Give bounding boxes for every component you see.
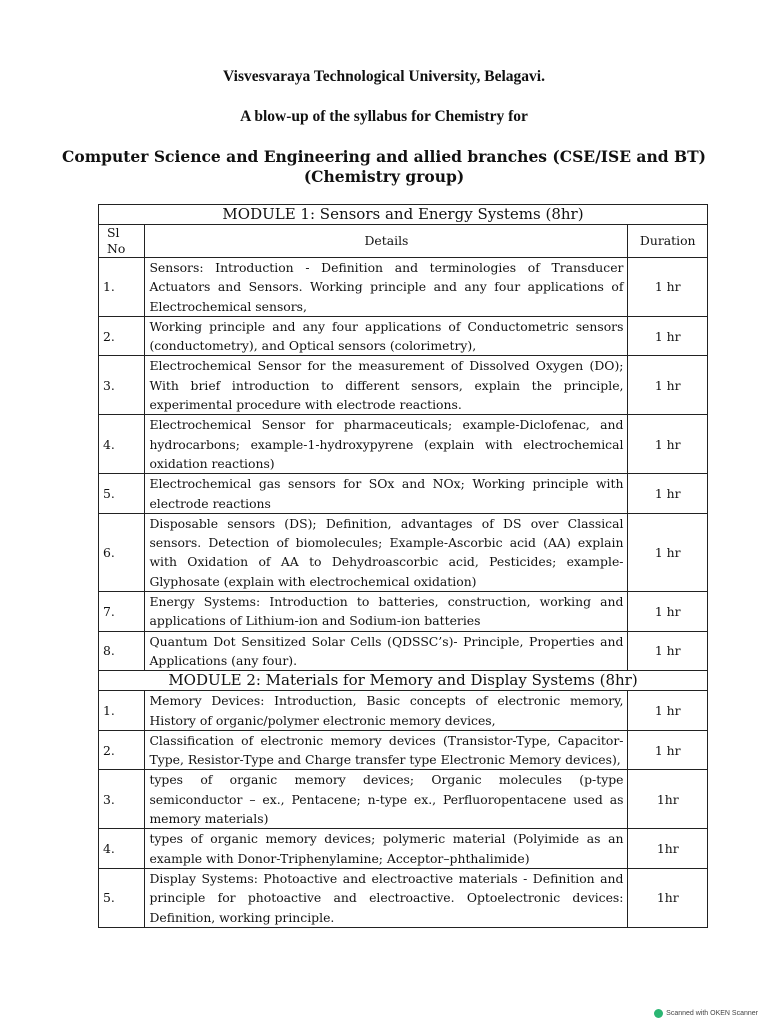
row-number: 8. bbox=[99, 631, 145, 671]
row-duration: 1 hr bbox=[628, 631, 708, 671]
row-number: 5. bbox=[99, 868, 145, 927]
table-row bbox=[99, 631, 708, 671]
row-duration: 1 hr bbox=[628, 258, 708, 317]
row-details: Classification of electronic memory devices (Transistor-Type, Capacitor-Type, Resistor-Type and Charge transfer type Electronic Memory devices), bbox=[145, 730, 628, 770]
table-row bbox=[99, 730, 708, 770]
row-details: Quantum Dot Sensitized Solar Cells (QDSSC’s)- Principle, Properties and Applications (any four). bbox=[145, 631, 628, 671]
table-row bbox=[99, 829, 708, 869]
row-details: Working principle and any four applications of Conductometric sensors (conductometry), and Optical sensors (colorimetry), bbox=[145, 316, 628, 356]
module-header-row bbox=[99, 671, 708, 691]
table-row bbox=[99, 868, 708, 927]
table-row bbox=[99, 691, 708, 731]
row-details: types of organic memory devices; polymeric material (Polyimide as an example with Donor-Triphenylamine; Acceptor–phthalimide) bbox=[145, 829, 628, 869]
row-details: Electrochemical Sensor for the measurement of Dissolved Oxygen (DO); With brief introduction to different sensors, explain the principle, experimental procedure with electrode reactions. bbox=[145, 356, 628, 415]
row-number: 4. bbox=[99, 415, 145, 474]
syllabus-table bbox=[98, 204, 708, 928]
university-title: Visvesvaraya Technological University, Belagavi. bbox=[223, 68, 545, 85]
module-title: MODULE 2: Materials for Memory and Display Systems (8hr) bbox=[99, 671, 708, 691]
module-header-row bbox=[99, 205, 708, 225]
row-number: 4. bbox=[99, 829, 145, 869]
column-header-slno: Sl No bbox=[99, 225, 145, 258]
row-duration: 1 hr bbox=[628, 316, 708, 356]
table-row bbox=[99, 592, 708, 632]
row-details: Electrochemical Sensor for pharmaceuticals; example-Diclofenac, and hydrocarbons; example-1-hydroxypyrene (explain with electrochemical oxidation reactions) bbox=[145, 415, 628, 474]
table-row bbox=[99, 513, 708, 591]
column-header-row bbox=[99, 225, 708, 258]
table-row bbox=[99, 316, 708, 356]
row-number: 5. bbox=[99, 474, 145, 514]
row-number: 2. bbox=[99, 730, 145, 770]
table-row bbox=[99, 474, 708, 514]
row-number: 2. bbox=[99, 316, 145, 356]
row-duration: 1 hr bbox=[628, 730, 708, 770]
row-number: 1. bbox=[99, 258, 145, 317]
row-duration: 1 hr bbox=[628, 691, 708, 731]
course-title bbox=[0, 147, 768, 187]
table-row bbox=[99, 258, 708, 317]
row-number: 7. bbox=[99, 592, 145, 632]
row-duration: 1 hr bbox=[628, 356, 708, 415]
row-duration: 1hr bbox=[628, 829, 708, 869]
row-number: 3. bbox=[99, 770, 145, 829]
row-duration: 1 hr bbox=[628, 513, 708, 591]
syllabus-subtitle: A blow-up of the syllabus for Chemistry for bbox=[240, 108, 528, 125]
scanner-text: Scanned with OKEN Scanner bbox=[666, 1010, 758, 1017]
scanner-logo-icon bbox=[654, 1009, 663, 1018]
course-title-line2: (Chemistry group) bbox=[303, 167, 465, 186]
row-number: 6. bbox=[99, 513, 145, 591]
row-details: Disposable sensors (DS); Definition, advantages of DS over Classical sensors. Detection of biomolecules; Example-Ascorbic acid (AA) explain with Oxidation of AA to Dehydroascorbic acid, Pesticides; example-Glyphosate (explain with electrochemical oxidation) bbox=[145, 513, 628, 591]
table-row bbox=[99, 415, 708, 474]
row-number: 1. bbox=[99, 691, 145, 731]
row-details: Energy Systems: Introduction to batteries, construction, working and applications of Lithium-ion and Sodium-ion batteries bbox=[145, 592, 628, 632]
row-duration: 1 hr bbox=[628, 474, 708, 514]
row-details: types of organic memory devices; Organic molecules (p-type semiconductor – ex., Pentacene; n-type ex., Perfluoropentacene used as memory materials) bbox=[145, 770, 628, 829]
row-duration: 1 hr bbox=[628, 415, 708, 474]
row-duration: 1hr bbox=[628, 770, 708, 829]
course-title-line1: Computer Science and Engineering and allied branches (CSE/ISE and BT) bbox=[62, 147, 706, 166]
table-row bbox=[99, 356, 708, 415]
column-header-duration: Duration bbox=[628, 225, 708, 258]
column-header-details: Details bbox=[145, 225, 628, 258]
table-row bbox=[99, 770, 708, 829]
scanner-watermark bbox=[654, 1009, 758, 1018]
row-duration: 1hr bbox=[628, 868, 708, 927]
row-details: Display Systems: Photoactive and electroactive materials - Definition and principle for photoactive and electroactive. Optoelectronic devices: Definition, working principle. bbox=[145, 868, 628, 927]
module-title: MODULE 1: Sensors and Energy Systems (8hr) bbox=[99, 205, 708, 225]
row-duration: 1 hr bbox=[628, 592, 708, 632]
row-details: Sensors: Introduction - Definition and terminologies of Transducer Actuators and Sensors. Working principle and any four applications of Electrochemical sensors, bbox=[145, 258, 628, 317]
row-number: 3. bbox=[99, 356, 145, 415]
row-details: Memory Devices: Introduction, Basic concepts of electronic memory, History of organic/polymer electronic memory devices, bbox=[145, 691, 628, 731]
row-details: Electrochemical gas sensors for SOx and NOx; Working principle with electrode reactions bbox=[145, 474, 628, 514]
